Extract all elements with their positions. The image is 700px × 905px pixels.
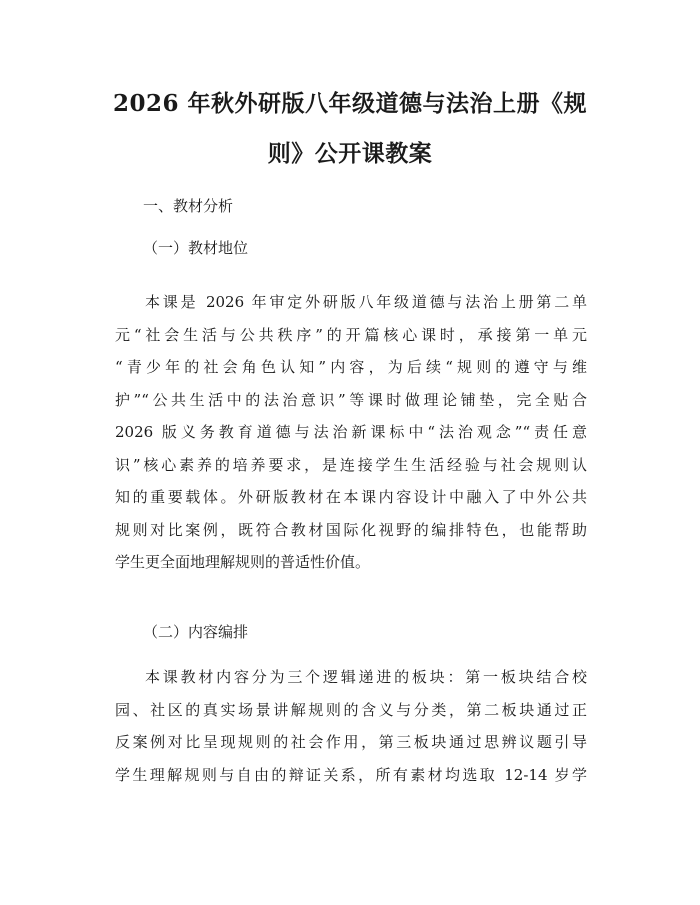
document-title-line-2: 则》公开课教案 xyxy=(267,140,433,167)
paragraph-line: 2026 版义务教育道德与法治新课标中“法治观念”“责任意 xyxy=(115,423,587,441)
paragraph-line: 本课教材内容分为三个逻辑递进的板块：第一板块结合校 xyxy=(145,668,587,686)
paragraph-textbook-position xyxy=(115,286,587,579)
paragraph-content-arrangement xyxy=(115,661,587,791)
paragraph-line: 学生理解规则与自由的辩证关系，所有素材均选取 12-14 岁学 xyxy=(115,765,587,784)
subsection-heading-textbook-position: （一）教材地位 xyxy=(143,239,249,257)
paragraph-line: 本课是 2026 年审定外研版八年级道德与法治上册第二单 xyxy=(145,293,587,311)
paragraph-line: 护”“公共生活中的法治意识”等课时做理论铺垫，完全贴合 xyxy=(115,390,587,409)
paragraph-line: 知的重要载体。外研版教材在本课内容设计中融入了中外公共 xyxy=(115,488,587,506)
paragraph-line: 学生更全面地理解规则的普适性价值。 xyxy=(115,553,371,571)
paragraph-line: 元“社会生活与公共秩序”的开篇核心课时，承接第一单元 xyxy=(115,325,587,344)
paragraph-line: 反案例对比呈现规则的社会作用，第三板块通过思辨议题引导 xyxy=(115,733,587,751)
section-heading-textbook-analysis: 一、教材分析 xyxy=(143,197,234,215)
paragraph-line: 园、社区的真实场景讲解规则的含义与分类，第二板块通过正 xyxy=(115,700,587,719)
paragraph-line: 识”核心素养的培养要求，是连接学生生活经验与社会规则认 xyxy=(115,455,587,474)
paragraph-line: 规则对比案例，既符合教材国际化视野的编排特色，也能帮助 xyxy=(115,520,587,539)
paragraph-line: “青少年的社会角色认知”内容，为后续“规则的遵守与维 xyxy=(115,358,587,376)
document-title-line-1: 2026 年秋外研版八年级道德与法治上册《规 xyxy=(112,90,588,117)
subsection-heading-content-arrangement: （二）内容编排 xyxy=(143,623,249,641)
